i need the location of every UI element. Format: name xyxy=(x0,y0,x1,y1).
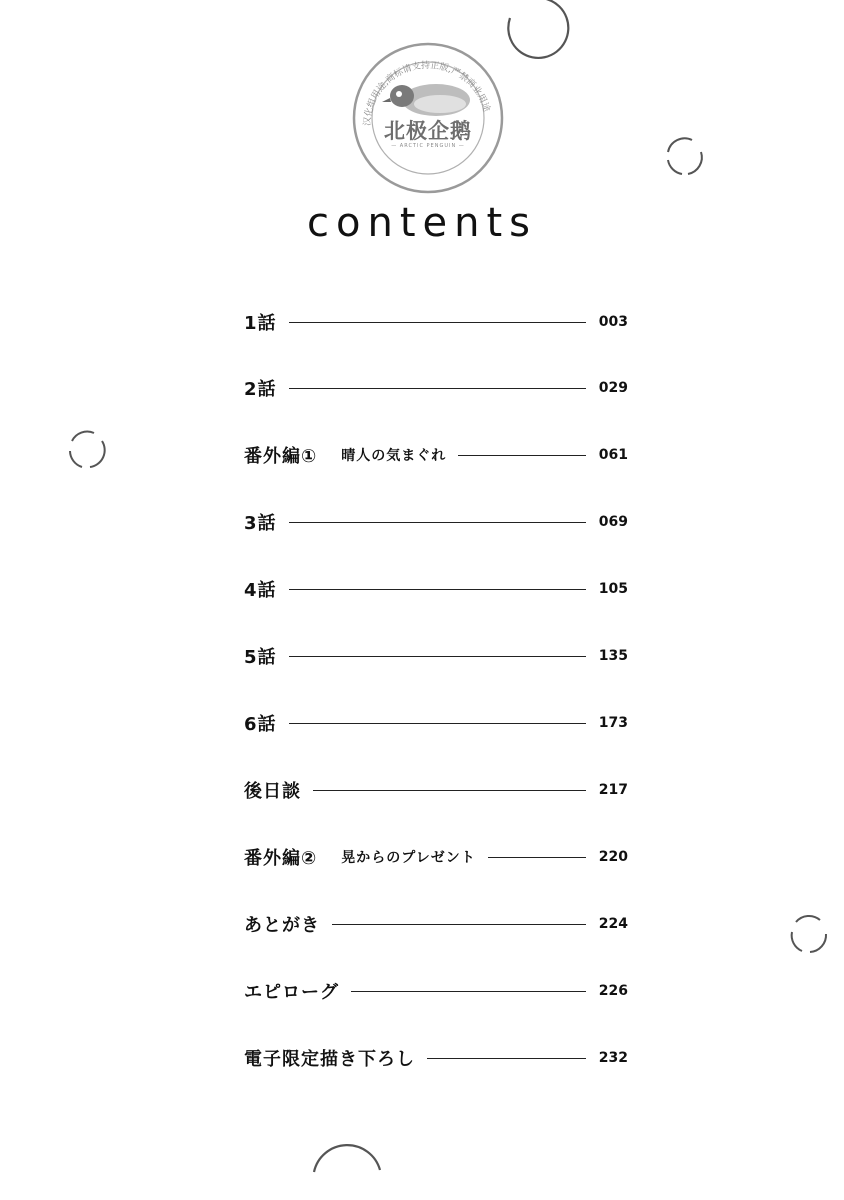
toc-entry[interactable] xyxy=(244,1043,628,1073)
toc-leader-line xyxy=(488,857,586,858)
toc-leader-line xyxy=(313,790,586,791)
watermark-stamp xyxy=(350,40,506,196)
toc-leader-line xyxy=(458,455,586,456)
toc-entry-label: 3話 xyxy=(244,513,277,534)
toc-entry[interactable] xyxy=(244,976,628,1006)
toc-entry[interactable] xyxy=(244,440,628,470)
toc-entry-label: 1話 xyxy=(244,313,277,334)
decorative-circle-right-lower xyxy=(786,912,832,958)
toc-entry-label: 後日談 xyxy=(244,781,301,802)
decorative-circle-left xyxy=(64,427,110,473)
toc-entry-page: 029 xyxy=(598,380,628,396)
toc-entry-label: 番外編① xyxy=(244,446,318,467)
toc-entry-label: 5話 xyxy=(244,647,277,668)
toc-entry[interactable] xyxy=(244,507,628,537)
toc-entry-page: 135 xyxy=(598,648,628,664)
toc-entry-label: エピローグ xyxy=(244,982,339,1003)
toc-entry-label: 4話 xyxy=(244,580,277,601)
toc-leader-line xyxy=(427,1058,586,1059)
toc-leader-line xyxy=(289,522,586,523)
toc-entry[interactable] xyxy=(244,641,628,671)
penguin-icon xyxy=(382,84,470,116)
toc-entry-page: 173 xyxy=(598,715,628,731)
toc-entry-page: 003 xyxy=(598,314,628,330)
toc-entry[interactable] xyxy=(244,775,628,805)
toc-entry-label: あとがき xyxy=(244,915,320,936)
toc-leader-line xyxy=(289,388,586,389)
toc-entry-page: 224 xyxy=(598,916,628,932)
toc-entry[interactable] xyxy=(244,842,628,872)
decorative-circle-right-upper xyxy=(662,134,708,180)
toc-entry[interactable] xyxy=(244,373,628,403)
toc-entry[interactable] xyxy=(244,708,628,738)
toc-entry-page: 220 xyxy=(598,849,628,865)
toc-entry-label: 電子限定描き下ろし xyxy=(244,1049,415,1070)
toc-entry-page: 061 xyxy=(598,447,628,463)
toc-entry-page: 069 xyxy=(598,514,628,530)
toc-entry-page: 226 xyxy=(598,983,628,999)
toc-leader-line xyxy=(289,322,586,323)
page-title: contents xyxy=(307,200,537,246)
toc-leader-line xyxy=(289,589,586,590)
toc-entry-subtitle: 晴人の気まぐれ xyxy=(341,448,447,464)
toc-leader-line xyxy=(332,924,586,925)
toc-entry-page: 217 xyxy=(598,782,628,798)
toc-entry-label: 2話 xyxy=(244,379,277,400)
decorative-circle-bottom xyxy=(308,1148,388,1200)
toc-entry[interactable] xyxy=(244,909,628,939)
toc-leader-line xyxy=(289,723,586,724)
toc-leader-line xyxy=(351,991,586,992)
toc-entry[interactable] xyxy=(244,574,628,604)
toc-leader-line xyxy=(289,656,586,657)
stamp-title: 北极企鹅 xyxy=(384,119,472,143)
toc-entry-page: 105 xyxy=(598,581,628,597)
toc-entry-subtitle: 晃からのプレゼント xyxy=(341,850,476,866)
toc-entry[interactable] xyxy=(244,307,628,337)
toc-entry-page: 232 xyxy=(598,1050,628,1066)
stamp-subtitle: — ARCTIC PENGUIN — xyxy=(391,143,465,149)
toc-entry-label: 6話 xyxy=(244,714,277,735)
stamp-ring-text: 汉化组用途,商标请支持正版,严禁商业用途 xyxy=(362,60,492,127)
decorative-circle-top xyxy=(498,0,584,70)
toc-entry-label: 番外編② xyxy=(244,848,318,869)
